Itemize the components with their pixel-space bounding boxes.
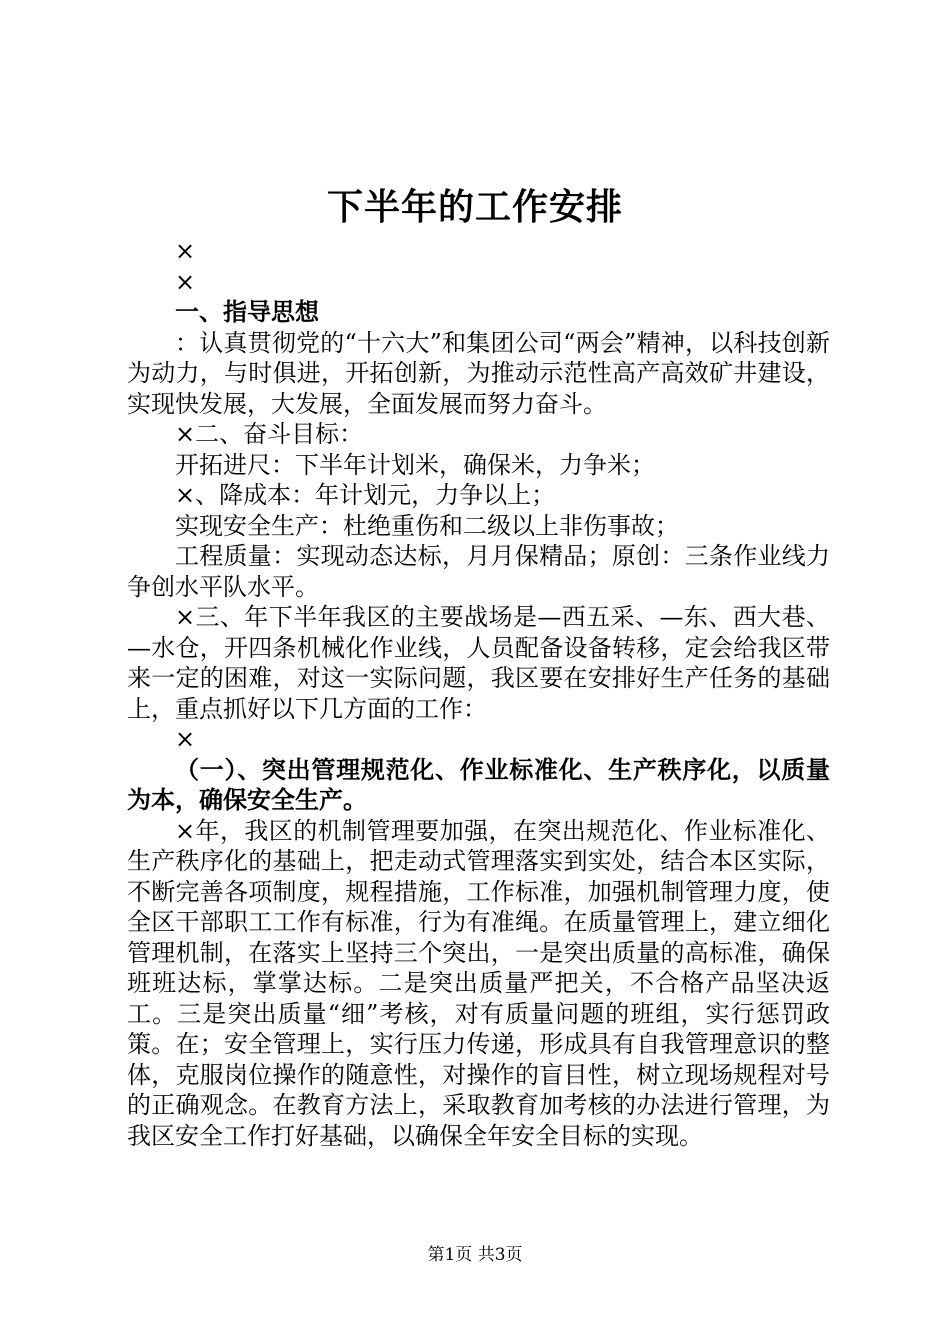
section-heading-guiding-thought: 一、指导思想 [175,298,319,326]
section-heading-goals: ×二、奋斗目标： [175,420,364,448]
paragraph: ：认真贯彻党的“十六大”和集团公司“两会”精神，以科技创新为动力，与时俱进，开拓创新，为推动示范性高产高效矿井建设，实现快发展，大发展，全面发展而努力奋斗。 [127,328,830,418]
paragraph: ×、降成本：年计划元，力争以上； [175,481,556,509]
paragraph: 开拓进尺：下半年计划米，确保米，力争米； [175,450,655,479]
document-title: 下半年的工作安排 [326,187,623,228]
subsection-heading: （一）、突出管理规范化、作业标准化、生产秩序化，以质量为本，确保安全生产。 [127,755,830,814]
paragraph: 工程质量：实现动态达标，月月保精品；原创：三条作业线力争创水平队水平。 [127,542,830,601]
paragraph: ×年，我区的机制管理要加强，在突出规范化、作业标准化、生产秩序化的基础上，把走动式管理落实到实处，结合本区实际，不断完善各项制度，规程措施，工作标准，加强机制管理力度，使全区干部职工工作有标准，行为有准绳。在质量管理上，建立细化管理机制，在落实上坚持三个突出，一是突出质量的高标准，确保班班达标，掌掌达标。二是突出质量严把关，不合格产品坚决返工。三是突出质量“细”考核，对有质量问题的班组，实行惩罚政策。在；安全管理上，实行压力传递，形成具有自我管理意识的整体，克服岗位操作的随意性，对操作的盲目性，树立现场规程对号的正确观念。在教育方法上，采取教育加考核的办法进行管理，为我区安全工作打好基础，以确保全年安全目标的实现。 [127,816,830,1150]
paragraph-marker: × [175,237,196,265]
paragraph: ×三、年下半年我区的主要战场是—西五采、—东、西大巷、—水仓，开四条机械化作业线，人员配备设备转移，定会给我区带来一定的困难，对这一实际问题，我区要在安排好生产任务的基础上，重点抓好以下几方面的工作： [127,603,830,723]
paragraph: 实现安全生产：杜绝重伤和二级以上非伤事故； [175,511,679,540]
page-footer: 第1页 共3页 [427,1245,523,1265]
document-body [127,236,830,1151]
paragraph-marker: × [175,267,196,296]
paragraph-marker: × [175,725,196,753]
